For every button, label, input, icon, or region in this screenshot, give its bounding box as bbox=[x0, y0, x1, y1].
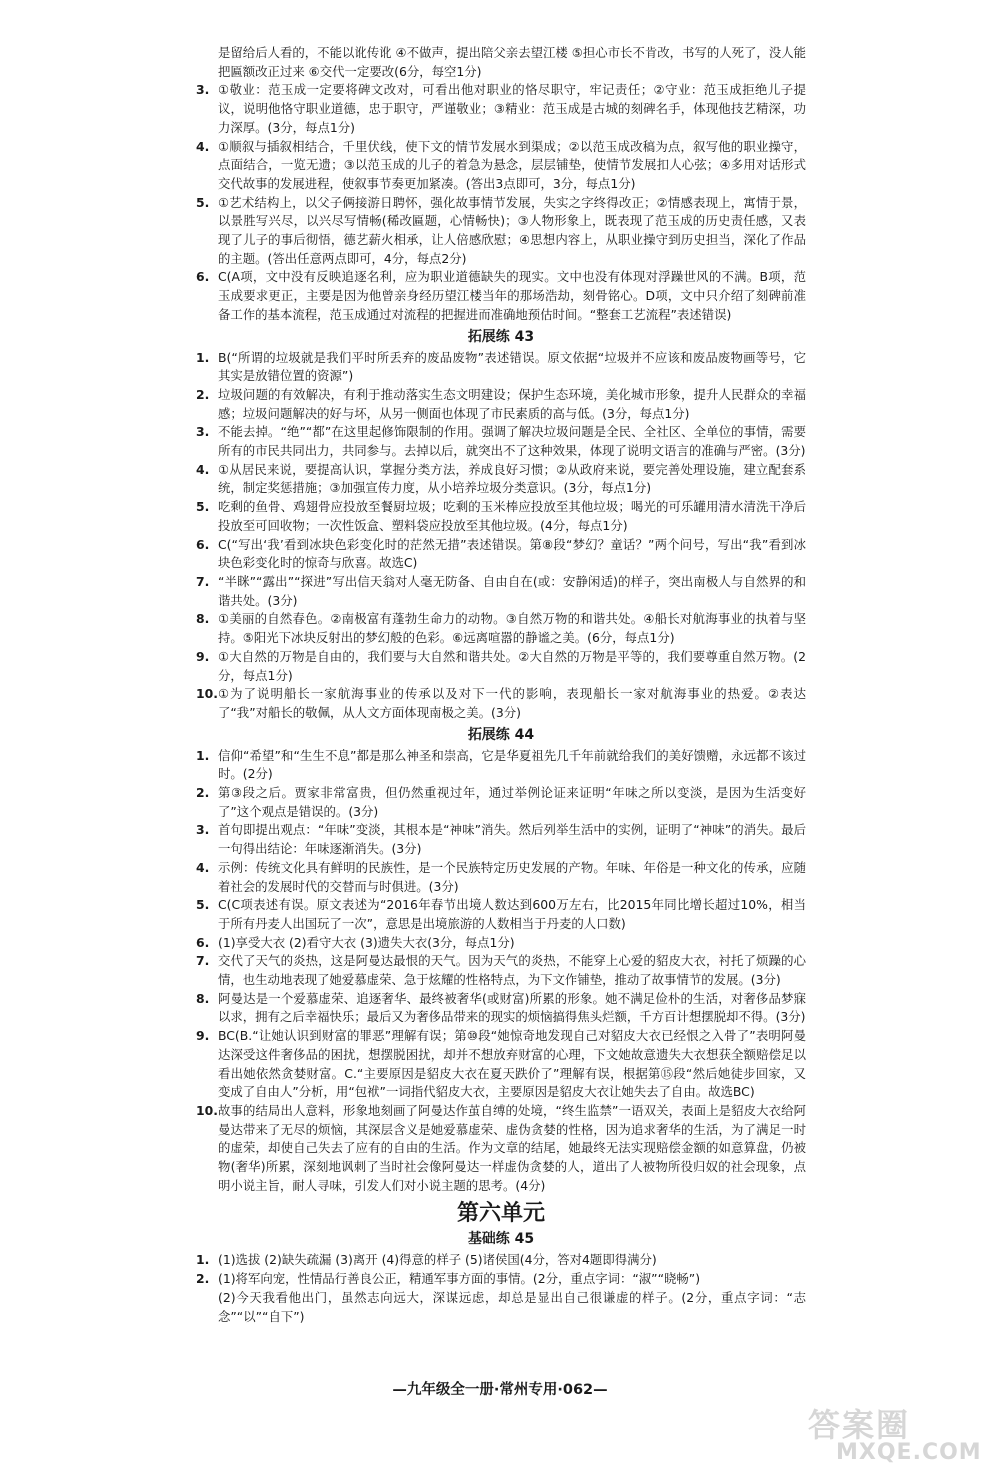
item-text: ①顺叙与插叙相结合，千里伏线，使下文的情节发展水到渠成；②以范玉成改稿为点，叙写他的职业操守，点面结合，一览无遗；③以范玉成的儿子的着急为悬念，层层铺垫，使情节发展扣人心弦；④多用对话形式交代故事的发展进程，使叙事节奏更加紧凑。(答出3点即可，3分，每点1分) bbox=[218, 138, 806, 191]
item-text: 示例：传统文化具有鲜明的民族性，是一个民族特定历史发展的产物。年味、年俗是一种文化的传承，应随着社会的发展时代的交替而与时俱进。(3分) bbox=[218, 859, 806, 894]
item-text: 吃剩的鱼骨、鸡翅骨应投放至餐厨垃圾；吃剩的玉米棒应投放至其他垃圾；喝光的可乐罐用清水清洗干净后投放至可回收物；一次性饭盒、塑料袋应投放至其他垃圾。(4分，每点1分) bbox=[218, 499, 806, 533]
item-number: 10. bbox=[196, 686, 218, 702]
answer-content bbox=[196, 44, 806, 1326]
answer-item bbox=[196, 934, 806, 953]
item-number: 4. bbox=[196, 461, 210, 477]
item-number: 3. bbox=[196, 822, 210, 838]
block-3 bbox=[196, 747, 806, 1196]
item-text: ①敬业：范玉成一定要将碑文改对，可看出他对职业的恪尽职守，牢记责任；②守业：范玉成拒绝儿子提议，说明他恪守职业道德，忠于职守，严谨敬业；③精业：范玉成是古城的刻碑名手，体现他技艺精深，功力深厚。(3分，每点1分) bbox=[218, 82, 806, 135]
block-1 bbox=[196, 81, 806, 324]
answer-item bbox=[196, 859, 806, 896]
answer-item bbox=[196, 498, 806, 535]
section-title-43: 拓展练 43 bbox=[467, 328, 535, 345]
item-text: 阿曼达是一个爱慕虚荣、追逐奢华、最终被奢华(或财富)所累的形象。她不满足俭朴的生活，对奢侈品梦寐以求，拥有之后幸福快乐；最后又为奢侈品带来的现实的烦恼搞得焦头烂额，千方百计想摆脱却不得。(3分) bbox=[218, 990, 806, 1025]
answer-item bbox=[196, 896, 806, 933]
answer-item bbox=[196, 784, 806, 821]
item-number: 1. bbox=[196, 1252, 210, 1268]
block-4 bbox=[196, 1251, 806, 1288]
item-number: 3. bbox=[196, 82, 210, 98]
item-text: ①美丽的自然春色。②南极富有蓬勃生命力的动物。③自然万物的和谐共处。④船长对航海事业的执着与坚持。⑤阳光下冰块反射出的梦幻般的色彩。⑥远离喧嚣的静谧之美。(6分，每点1分) bbox=[218, 611, 806, 646]
item-text: 交代了天气的炎热，这是阿曼达最恨的天气。因为天气的炎热，不能穿上心爱的貂皮大衣，衬托了烦躁的心情，也生动地表现了她爱慕虚荣、急于炫耀的性格特点，为下文作铺垫，推动了故事情节的发展。(3分) bbox=[218, 953, 806, 988]
item-text: ①大自然的万物是自由的，我们要与大自然和谐共处。②大自然的万物是平等的，我们要尊重自然万物。(2分，每点1分) bbox=[218, 648, 806, 683]
answer-item bbox=[196, 1270, 806, 1289]
item-number: 7. bbox=[196, 953, 210, 969]
item-text: 垃圾问题的有效解决，有利于推动落实生态文明建设；保护生态环境，美化城市形象，提升人民群众的幸福感；垃圾问题解决的好与坏，从另一侧面也体现了市民素质的高与低。(3分，每点1分) bbox=[218, 386, 806, 421]
item-number: 10. bbox=[196, 1102, 218, 1118]
answer-item bbox=[196, 1027, 806, 1102]
item-number: 7. bbox=[196, 573, 210, 589]
answer-item bbox=[196, 1102, 806, 1196]
block-4-extra: (2)今天我看他出门，虽然志向远大，深谋远虑，却总是显出自己很谦虚的样子。(2分，重点字词：“志念”“以”“自下”) bbox=[218, 1289, 806, 1324]
answer-item bbox=[196, 952, 806, 989]
item-number: 2. bbox=[196, 1271, 210, 1287]
item-text: ①艺术结构上，以父子俩接游日聘怀，强化故事情节发展，失实之字终得改正；②情感表现上，寓情于景，以景胜写兴尽，以兴尽写情畅(稀改匾题，心情畅快)；③人物形象上，既表现了范玉成的历史责任感，又表现了儿子的事后彻悟，德艺薪火相承，让人倍感欣慰；④思想内容上，从职业操守到历史担当，深化了作品的主题。(答出任意两点即可，4分，每点2分) bbox=[218, 194, 806, 266]
item-number: 1. bbox=[196, 349, 210, 365]
item-text: ①从居民来说，要提高认识，掌握分类方法，养成良好习惯；②从政府来说，要完善处理设施，建立配套系统，制定奖惩措施；③加强宣传力度，从小培养垃圾分类意识。(3分，每点1分) bbox=[218, 461, 806, 496]
item-number: 4. bbox=[196, 138, 210, 154]
answer-item bbox=[196, 268, 806, 324]
watermark-logo: 答案圈 bbox=[808, 1406, 911, 1444]
answer-item bbox=[196, 610, 806, 647]
item-number: 5. bbox=[196, 194, 210, 210]
answer-item bbox=[196, 461, 806, 498]
item-text: C(A项，文中没有反映追逐名利，应为职业道德缺失的现实。文中也没有体现对浮躁世风的不满。B项，范玉成要求更正，主要是因为他曾亲身经历望江楼当年的那场浩劫，刻骨铭心。D项，文中只介绍了刻碑前准备工作的基本流程，范玉成通过对流程的把握进而准确地预估时间。“整套工艺流程”表述错误) bbox=[218, 269, 806, 322]
continuation-text: 是留给后人看的，不能以讹传讹 ④不做声，提出陪父亲去望江楼 ⑤担心市长不肯改，书写的人死了，没人能把匾额改正过来 ⑥交代一定要改(6分，每空1分) bbox=[218, 45, 806, 79]
answer-item bbox=[196, 573, 806, 610]
answer-item bbox=[196, 194, 806, 269]
item-text: 故事的结局出人意料，形象地刻画了阿曼达作茧自缚的处境，“终生监禁”一语双关，表面上是貂皮大衣给阿曼达带来了无尽的烦恼，其深层含义是她爱慕虚荣、虚伪贪婪的性格，因为追求奢华的生活，为了满足一时的虚荣，却使自己失去了应有的自由的生活。作为文章的结尾，她最终无法实现赔偿金额的如意算盘，仍被物(奢华)所累，深刻地讽刺了当时社会像阿曼达一样虚伪贪婪的人，道出了人被物所役归奴的社会现象，点明小说主旨，耐人寻味，引发人们对小说主题的思考。(4分) bbox=[218, 1102, 806, 1193]
answer-item bbox=[196, 423, 806, 460]
item-text: 第③段之后。贾家非常富贵，但仍然重视过年，通过举例论证来证明“年味之所以变淡，是因为生活变好了”这个观点是错误的。(3分) bbox=[218, 785, 806, 819]
block-2 bbox=[196, 349, 806, 723]
item-number: 5. bbox=[196, 499, 210, 515]
answer-item bbox=[196, 747, 806, 784]
item-number: 6. bbox=[196, 269, 210, 285]
answer-item bbox=[196, 821, 806, 858]
section-title-44: 拓展练 44 bbox=[467, 726, 535, 743]
answer-item bbox=[196, 349, 806, 386]
item-text: 不能去掉。“绝”“都”在这里起修饰限制的作用。强调了解决垃圾问题是全民、全社区、全单位的事情，需要所有的市民共同出力，共同参与。去掉以后，就突出不了这种效果，体现了说明文语言的准确与严密。(3分) bbox=[218, 424, 806, 459]
answer-item bbox=[196, 648, 806, 685]
watermark bbox=[808, 1398, 983, 1468]
answer-item bbox=[196, 1251, 806, 1270]
page-footer: —九年级全一册·常州专用·062— bbox=[392, 1382, 608, 1398]
item-number: 2. bbox=[196, 785, 210, 801]
answer-item bbox=[196, 81, 806, 137]
item-text: (1)享受大衣 (2)看守大衣 (3)遗失大衣(3分，每点1分) bbox=[218, 934, 515, 950]
item-number: 1. bbox=[196, 747, 210, 763]
item-text: C(C项表述有误。原文表述为“2016年春节出境人数达到600万左右，比2015年同比增长超过10%，相当于所有丹麦人出国玩了一次”，意思是出境旅游的人数相当于丹麦的人口数) bbox=[218, 897, 806, 931]
item-text: C(“写出‘我’看到冰块色彩变化时的茫然无措”表述错误。第⑧段“梦幻？童话？”两个问号，写出“我”看到冰块色彩变化时的惊奇与欣喜。故选C) bbox=[218, 536, 806, 571]
item-number: 6. bbox=[196, 536, 210, 552]
item-text: (1)选拔 (2)缺失疏漏 (3)离开 (4)得意的样子 (5)诸侯国(4分，答对4题即得满分) bbox=[218, 1252, 657, 1268]
answer-item bbox=[196, 138, 806, 194]
item-number: 9. bbox=[196, 648, 210, 664]
item-text: B(“所谓的垃圾就是我们平时所丢弃的废品废物”表述错误。原文依据“垃圾并不应该和废品废物画等号，它其实是放错位置的资源”) bbox=[218, 349, 806, 384]
item-number: 8. bbox=[196, 611, 210, 627]
answer-item bbox=[196, 386, 806, 423]
watermark-url: MXQE.COM bbox=[836, 1440, 982, 1465]
item-number: 8. bbox=[196, 990, 210, 1006]
section-title-45: 基础练 45 bbox=[467, 1231, 535, 1248]
item-number: 6. bbox=[196, 934, 210, 950]
item-number: 9. bbox=[196, 1028, 210, 1044]
item-text: ①为了说明船长一家航海事业的传承以及对下一代的影响，表现船长一家对航海事业的热爱。②表达了“我”对船长的敬佩，从人文方面体现南极之美。(3分) bbox=[218, 686, 806, 720]
item-text: BC(B.“让她认识到财富的罪恶”理解有误；第⑩段“她惊奇地发现自己对貂皮大衣已经恨之入骨了”表明阿曼达深受这件奢侈品的困扰，想摆脱困扰，却并不想放弃财富的心理，下文她故意遗失大衣想获全额赔偿足以看出她依然贪婪财富。C.“主要原因是貂皮大衣在夏天跌价了”理解有误，根据第⑮段“然后她徒步回家，又变成了自由人”分析，用“包袱”一词指代貂皮大衣，主要原因是貂皮大衣让她失去了自由。故选BC) bbox=[218, 1028, 806, 1100]
item-number: 3. bbox=[196, 424, 210, 440]
item-text: 信仰“希望”和“生生不息”都是那么神圣和崇高，它是华夏祖先几千年前就给我们的美好馈赠，永远都不该过时。(2分) bbox=[218, 747, 806, 782]
answer-item bbox=[196, 536, 806, 573]
item-text: “半眯”“露出”“探进”写出信天翁对人毫无防备、自由自在(或：安静闲适)的样子，突出南极人与自然界的和谐共处。(3分) bbox=[218, 573, 806, 608]
item-number: 5. bbox=[196, 897, 210, 913]
item-text: (1)将军向宠，性情品行善良公正，精通军事方面的事情。(2分，重点字词：“淑”“晓畅”) bbox=[218, 1271, 701, 1287]
answer-item bbox=[196, 685, 806, 722]
item-number: 2. bbox=[196, 386, 210, 402]
answer-item bbox=[196, 990, 806, 1027]
unit-title: 第六单元 bbox=[456, 1200, 545, 1227]
item-number: 4. bbox=[196, 859, 210, 875]
item-text: 首句即提出观点：“年味”变淡，其根本是“神味”消失。然后列举生活中的实例，证明了“神味”的消失。最后一句得出结论：年味逐渐消失。(3分) bbox=[218, 822, 806, 857]
